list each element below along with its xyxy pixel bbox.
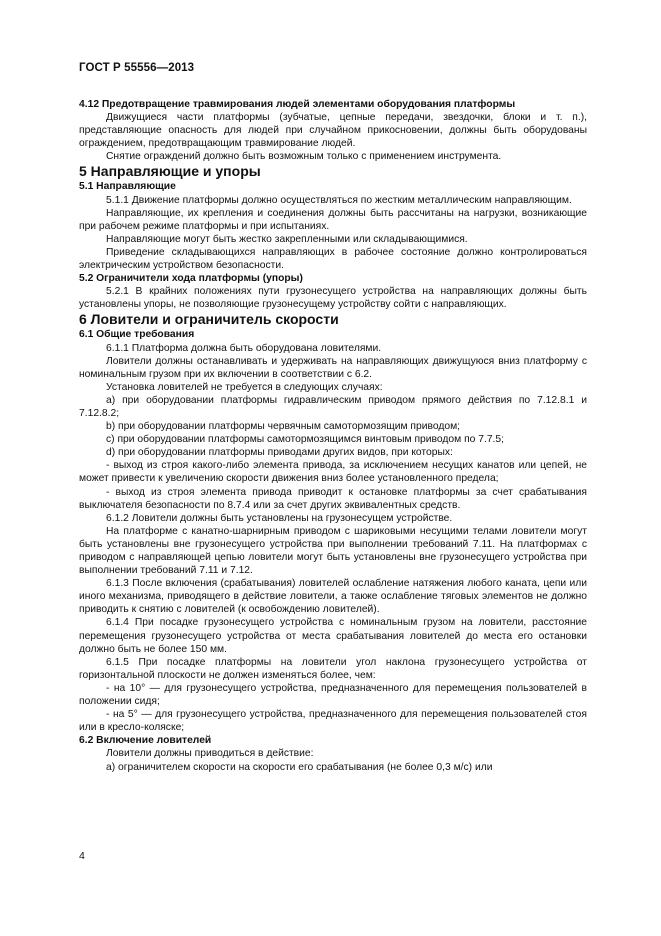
- paragraph: Направляющие могут быть жестко закрепленными или складывающимися.: [106, 233, 468, 245]
- list-item: - выход из строя элемента привода приводит к остановке платформы за счет срабатывания выключателя безопасности по 8.7.4 или за счет других эквивалентных средств.: [79, 486, 587, 511]
- section-heading-6: 6 Ловители и ограничитель скорости: [79, 311, 339, 328]
- list-item: d) при оборудовании платформы приводами других видов, при которых:: [106, 447, 453, 459]
- section-heading-6-1: 6.1 Общие требования: [79, 329, 195, 341]
- paragraph: Движущиеся части платформы (зубчатые, цепные передачи, звездочки, блоки и т. п.), представляющие опасность для людей при случайном прикосновении, должны быть оборудованы ограждением, предотвращающим травмирование людей.: [79, 112, 587, 150]
- paragraph: Снятие ограждений должно быть возможным только с применением инструмента.: [106, 151, 502, 163]
- document-header: ГОСТ Р 55556—2013: [79, 62, 195, 74]
- paragraph: Ловители должны приводиться в действие:: [106, 748, 314, 760]
- list-item: - на 5° — для грузонесущего устройства, предназначенного для перемещения пользователей стоя или в кресло-коляске;: [79, 709, 587, 734]
- paragraph: Направляющие, их крепления и соединения должны быть рассчитаны на нагрузки, возникающие при рабочем режиме платформы и при испытаниях.: [79, 207, 587, 232]
- list-item: a) ограничителем скорости на скорости его срабатывания (не более 0,3 м/с) или: [106, 761, 493, 773]
- paragraph: Установка ловителей не требуется в следующих случаях:: [106, 381, 383, 393]
- list-item: c) при оборудовании платформы самотормозящимся винтовым приводом по 7.7.5;: [106, 434, 504, 446]
- section-heading-5-1: 5.1 Направляющие: [79, 181, 176, 193]
- list-item: - на 10° — для грузонесущего устройства, предназначенного для перемещения пользователей в положении сидя;: [79, 682, 587, 708]
- section-heading-4-12: 4.12 Предотвращение травмирования людей элементами оборудования платформы: [79, 99, 516, 110]
- list-item: - выход из строя какого-либо элемента привода, за исключением несущих канатов или цепей, не может привести к увеличению скорости движения вниз более установленного предела;: [79, 460, 587, 485]
- page-number: 4: [79, 850, 85, 862]
- paragraph: 6.1.5 При посадке платформы на ловители угол наклона грузонесущего устройства от горизонтальной плоскости не должен изменяться более, чем:: [79, 656, 587, 681]
- paragraph: 5.2.1 В крайних положениях пути грузонесущего устройства на направляющих должны быть установлены упоры, не позволяющие грузонесущему устройству сойти с направляющих.: [79, 286, 587, 311]
- paragraph: 6.1.1 Платформа должна быть оборудована ловителями.: [106, 342, 382, 354]
- list-item: a) при оборудовании платформы гидравлическим приводом прямого действия по 7.12.8.1 и 7.12.8.2;: [79, 394, 587, 419]
- paragraph: На платформе с канатно-шарнирным приводом с шариковыми несущими телами ловители могут быть установлены вне грузонесущего устройства при выполнении требований 7.11. На платформах с приводом с направляющей цепью ловители могут быть установлены вне грузонесущего устройства при выполнении требований 7.11 и 7.12.: [79, 525, 587, 577]
- section-heading-5: 5 Направляющие и упоры: [79, 163, 261, 180]
- paragraph: 5.1.1 Движение платформы должно осуществляться по жестким металлическим направляющим.: [106, 194, 572, 206]
- paragraph: 6.1.2 Ловители должны быть установлены на грузонесущем устройстве.: [106, 512, 453, 524]
- section-heading-6-2: 6.2 Включение ловителей: [79, 735, 212, 747]
- document-body: [79, 98, 587, 774]
- paragraph: 6.1.3 После включения (срабатывания) ловителей ослабление натяжения любого каната, цепи или иного механизма, приводящего в действие ловители, а также ослабление тяговых элементов не должно приводить к снятию с ловителей (к освобождению ловителей).: [79, 578, 587, 616]
- paragraph: Приведение складывающихся направляющих в рабочее состояние должно контролироваться электрическим устройством безопасности.: [79, 246, 587, 272]
- section-heading-5-2: 5.2 Ограничители хода платформы (упоры): [79, 273, 303, 285]
- paragraph: Ловители должны останавливать и удерживать на направляющих движущуюся вниз платформу с номинальным грузом при их включении в соответствии с 6.2.: [79, 355, 587, 380]
- paragraph: 6.1.4 При посадке грузонесущего устройства с номинальным грузом на ловители, расстояние перемещения грузонесущего устройства от места срабатывания ловителей до места его остановки должно быть не более 150 мм.: [79, 617, 587, 655]
- list-item: b) при оборудовании платформы червячным самотормозящим приводом;: [106, 421, 461, 433]
